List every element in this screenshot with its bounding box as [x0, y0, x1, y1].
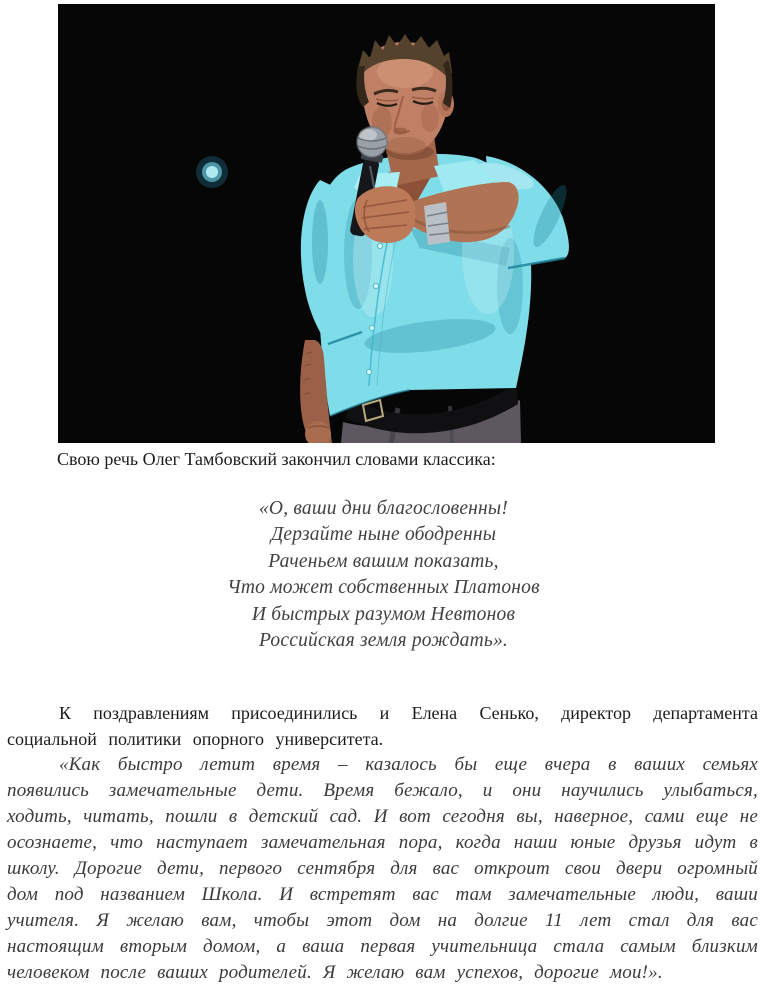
photo-caption: Свою речь Олег Тамбовский закончил словами классика: — [57, 449, 496, 469]
poem-line-4: Что может собственных Платонов — [227, 577, 540, 599]
poem-line-2: Дерзайте ныне ободренны — [270, 524, 497, 546]
poem-line-1: «О, ваши дни благословенны! — [258, 498, 509, 519]
speaker-photo — [58, 4, 715, 443]
wrist-watch — [424, 202, 450, 245]
paragraph-congratulations: К поздравлениям присоединились и Елена Сенько, директор департамента социальной политики опорного университета. — [7, 703, 758, 749]
stage-light-glow — [196, 156, 228, 188]
poem-line-6: Российская земля рождать». — [259, 630, 508, 652]
poem-line-3: Раченьем вашим показать, — [268, 550, 499, 572]
poem-line-5: И быстрых разумом Невтонов — [251, 603, 516, 625]
paragraph-speech-quote: «Как быстро летит время – казалось бы еще вчера в ваших семьях появились замечательные дети. Время бежало, и они научились улыбаться, ходить, читать, пошли в детский сад. И вот сегодня вы, наверное, сами еще не осознаете, что наступает замечательная пора, когда наши юные друзья идут в школу. Дорогие дети, первого сентября для вас откроит свои двери огромный дом под названием Школа. И встретят вас там замечательные люди, ваши учителя. Я желаю вам, чтобы этот дом на долгие 11 лет стал для вас настоящим вторым домом, а ваша первая учительница стала самым близким человеком после ваших родителей. Я желаю вам успехов, дорогие мои!». — [7, 754, 758, 983]
poem-quote — [0, 496, 767, 654]
